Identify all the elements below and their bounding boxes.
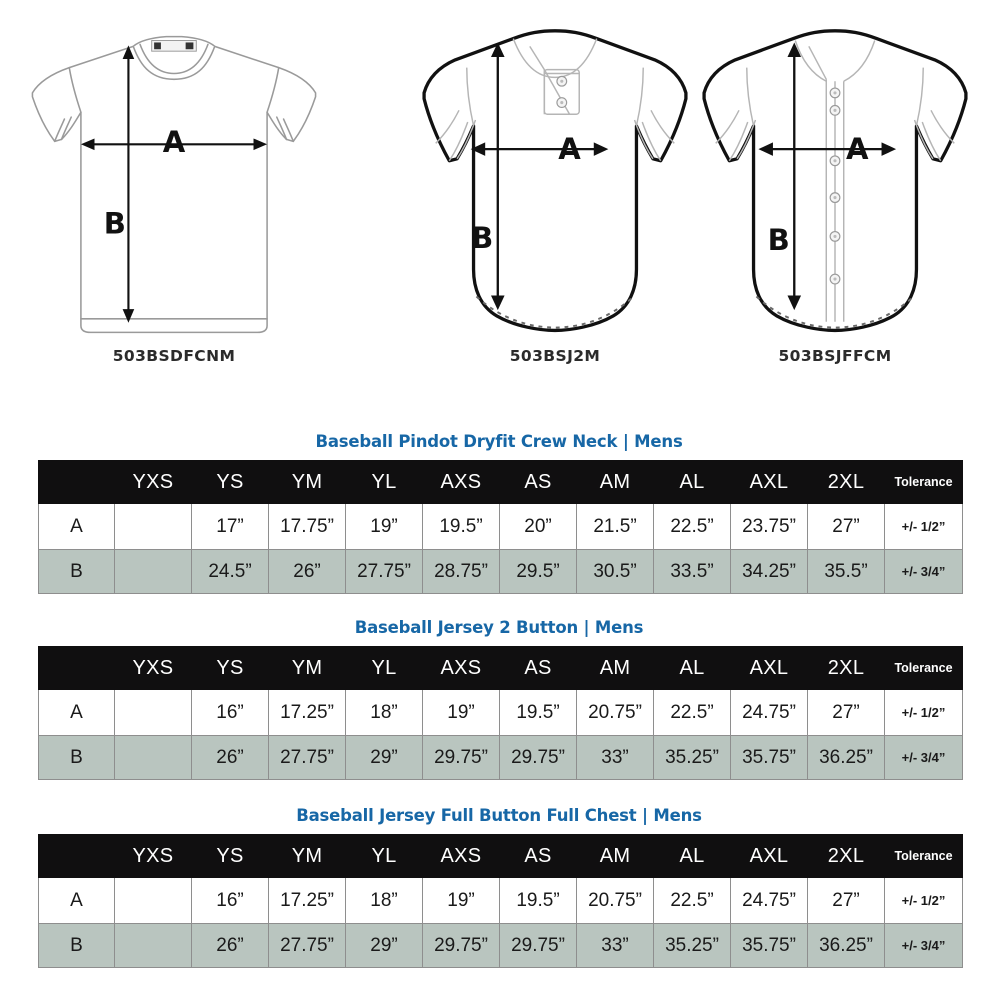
cell-as: 29.75”	[500, 736, 577, 780]
row-label-b: B	[39, 550, 115, 594]
cell-ym: 26”	[269, 550, 346, 594]
cell-al: 22.5”	[654, 504, 731, 550]
header-cell-as: AS	[500, 461, 577, 504]
header-cell-ym: YM	[269, 461, 346, 504]
header-cell-axs: AXS	[423, 835, 500, 878]
cell-ys: 17”	[192, 504, 269, 550]
header-cell-am: AM	[577, 835, 654, 878]
size-table-block-3	[38, 806, 960, 968]
cell-tolerance: +/- 1/2”	[885, 504, 963, 550]
cell-ys: 16”	[192, 690, 269, 736]
cell-yl: 29”	[346, 924, 423, 968]
cell-ys: 24.5”	[192, 550, 269, 594]
header-cell-2xl: 2XL	[808, 835, 885, 878]
cell-am: 33”	[577, 924, 654, 968]
cell-yl: 29”	[346, 736, 423, 780]
cell-yxs	[115, 690, 192, 736]
cell-ym: 27.75”	[269, 736, 346, 780]
measure-b-label: B	[767, 222, 790, 257]
cell-al: 35.25”	[654, 736, 731, 780]
header-cell-yl: YL	[346, 647, 423, 690]
header-cell-tolerance: Tolerance	[885, 835, 963, 878]
header-cell-yxs: YXS	[115, 461, 192, 504]
cell-as: 20”	[500, 504, 577, 550]
header-cell-tolerance: Tolerance	[885, 461, 963, 504]
row-label-b: B	[39, 924, 115, 968]
measure-a-label: A	[846, 131, 869, 166]
cell-yxs	[115, 736, 192, 780]
measure-a-label: A	[162, 125, 186, 160]
cell-ym: 17.25”	[269, 878, 346, 924]
table-title: Baseball Jersey 2 Button | Mens	[354, 618, 644, 637]
cell-yxs	[115, 924, 192, 968]
cell-yl: 19”	[346, 504, 423, 550]
neck-tag	[152, 41, 197, 52]
cell-2xl: 36.25”	[808, 736, 885, 780]
garment-crew-neck-tee	[14, 25, 334, 395]
row-label-a: A	[39, 690, 115, 736]
garment-code: 503BSJFFCM	[778, 347, 892, 365]
row-label-b: B	[39, 736, 115, 780]
cell-ym: 17.75”	[269, 504, 346, 550]
header-cell-yl: YL	[346, 835, 423, 878]
header-cell-blank	[39, 647, 115, 690]
header-cell-ys: YS	[192, 835, 269, 878]
cell-yl: 27.75”	[346, 550, 423, 594]
size-table-block-2	[38, 618, 960, 780]
cell-axs: 19.5”	[423, 504, 500, 550]
header-cell-as: AS	[500, 835, 577, 878]
cell-yl: 18”	[346, 690, 423, 736]
row-label-a: A	[39, 504, 115, 550]
table-row	[39, 878, 963, 924]
table-header-row	[39, 835, 963, 878]
header-cell-ym: YM	[269, 647, 346, 690]
table-row	[39, 736, 963, 780]
table-title: Baseball Jersey Full Button Full Chest | Mens	[296, 806, 702, 825]
header-cell-2xl: 2XL	[808, 647, 885, 690]
garment-code: 503BSJ2M	[509, 347, 601, 365]
cell-2xl: 36.25”	[808, 924, 885, 968]
cell-axs: 28.75”	[423, 550, 500, 594]
cell-am: 33”	[577, 736, 654, 780]
cell-axl: 35.75”	[731, 736, 808, 780]
cell-as: 29.75”	[500, 924, 577, 968]
header-cell-as: AS	[500, 647, 577, 690]
header-cell-axl: AXL	[731, 461, 808, 504]
header-cell-yxs: YXS	[115, 835, 192, 878]
table-title: Baseball Pindot Dryfit Crew Neck | Mens	[315, 432, 683, 451]
size-table-block-1	[38, 432, 960, 594]
cell-al: 22.5”	[654, 878, 731, 924]
cell-tolerance: +/- 3/4”	[885, 924, 963, 968]
header-cell-ym: YM	[269, 835, 346, 878]
cell-axl: 24.75”	[731, 878, 808, 924]
table-row	[39, 690, 963, 736]
cell-axs: 19”	[423, 690, 500, 736]
header-cell-al: AL	[654, 835, 731, 878]
header-cell-ys: YS	[192, 647, 269, 690]
cell-axl: 35.75”	[731, 924, 808, 968]
header-cell-am: AM	[577, 461, 654, 504]
cell-am: 20.75”	[577, 878, 654, 924]
table-row	[39, 924, 963, 968]
cell-ym: 17.25”	[269, 690, 346, 736]
garment-code: 503BSDFCNM	[112, 347, 236, 365]
two-button-jersey-icon	[400, 25, 710, 345]
cell-as: 29.5”	[500, 550, 577, 594]
header-cell-2xl: 2XL	[808, 461, 885, 504]
header-cell-al: AL	[654, 647, 731, 690]
cell-al: 35.25”	[654, 924, 731, 968]
cell-2xl: 27”	[808, 690, 885, 736]
cell-al: 22.5”	[654, 690, 731, 736]
header-cell-axl: AXL	[731, 647, 808, 690]
size-table	[38, 646, 963, 780]
header-cell-axl: AXL	[731, 835, 808, 878]
row-label-a: A	[39, 878, 115, 924]
crew-neck-tee-icon	[14, 25, 334, 345]
table-row	[39, 550, 963, 594]
header-cell-yxs: YXS	[115, 647, 192, 690]
header-cell-yl: YL	[346, 461, 423, 504]
cell-tolerance: +/- 1/2”	[885, 690, 963, 736]
cell-tolerance: +/- 3/4”	[885, 736, 963, 780]
cell-axl: 24.75”	[731, 690, 808, 736]
cell-2xl: 27”	[808, 878, 885, 924]
header-cell-blank	[39, 461, 115, 504]
cell-as: 19.5”	[500, 878, 577, 924]
header-cell-blank	[39, 835, 115, 878]
table-header-row	[39, 461, 963, 504]
header-cell-am: AM	[577, 647, 654, 690]
cell-yl: 18”	[346, 878, 423, 924]
cell-as: 19.5”	[500, 690, 577, 736]
header-cell-axs: AXS	[423, 461, 500, 504]
cell-ys: 26”	[192, 924, 269, 968]
header-cell-al: AL	[654, 461, 731, 504]
cell-axl: 34.25”	[731, 550, 808, 594]
cell-am: 30.5”	[577, 550, 654, 594]
table-row	[39, 504, 963, 550]
table-header-row	[39, 647, 963, 690]
measure-b-label: B	[103, 206, 126, 241]
cell-axs: 29.75”	[423, 924, 500, 968]
cell-axl: 23.75”	[731, 504, 808, 550]
cell-2xl: 35.5”	[808, 550, 885, 594]
cell-am: 20.75”	[577, 690, 654, 736]
header-cell-tolerance: Tolerance	[885, 647, 963, 690]
cell-yxs	[115, 878, 192, 924]
size-table	[38, 834, 963, 968]
cell-tolerance: +/- 1/2”	[885, 878, 963, 924]
full-button-jersey-icon	[680, 25, 990, 345]
garment-two-button-jersey	[400, 25, 710, 395]
cell-yxs	[115, 550, 192, 594]
header-cell-ys: YS	[192, 461, 269, 504]
cell-al: 33.5”	[654, 550, 731, 594]
size-table	[38, 460, 963, 594]
garment-illustrations	[0, 0, 1000, 400]
cell-axs: 19”	[423, 878, 500, 924]
measure-b-label: B	[471, 221, 494, 256]
cell-yxs	[115, 504, 192, 550]
cell-2xl: 27”	[808, 504, 885, 550]
cell-am: 21.5”	[577, 504, 654, 550]
cell-axs: 29.75”	[423, 736, 500, 780]
header-cell-axs: AXS	[423, 647, 500, 690]
cell-ys: 16”	[192, 878, 269, 924]
cell-ym: 27.75”	[269, 924, 346, 968]
cell-tolerance: +/- 3/4”	[885, 550, 963, 594]
measure-a-label: A	[558, 131, 581, 166]
cell-ys: 26”	[192, 736, 269, 780]
garment-full-button-jersey	[680, 25, 990, 395]
